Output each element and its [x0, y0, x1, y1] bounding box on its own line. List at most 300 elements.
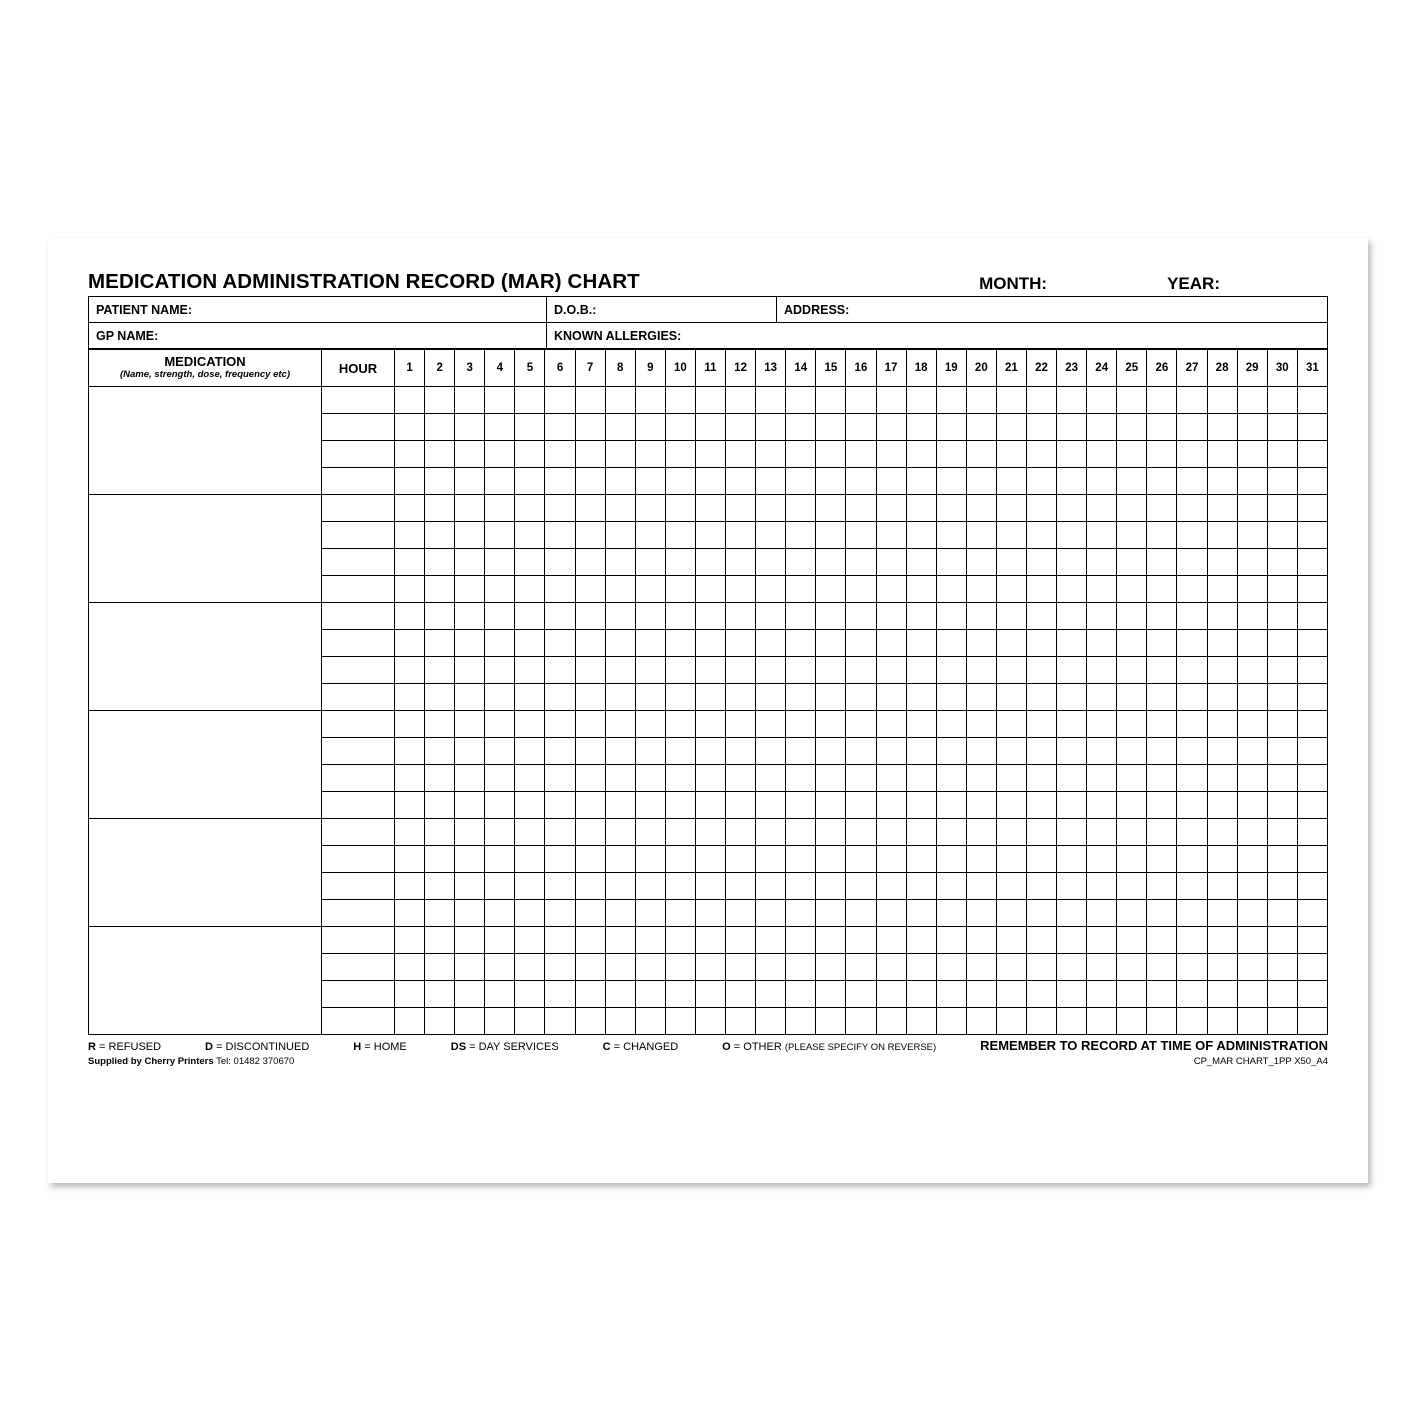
- administration-cell[interactable]: [1207, 387, 1237, 414]
- administration-cell[interactable]: [455, 522, 485, 549]
- administration-cell[interactable]: [515, 711, 545, 738]
- administration-cell[interactable]: [425, 792, 455, 819]
- administration-cell[interactable]: [395, 657, 425, 684]
- administration-cell[interactable]: [1177, 981, 1207, 1008]
- administration-cell[interactable]: [1207, 792, 1237, 819]
- administration-cell[interactable]: [1297, 873, 1327, 900]
- administration-cell[interactable]: [786, 684, 816, 711]
- administration-cell[interactable]: [1267, 765, 1297, 792]
- administration-cell[interactable]: [846, 954, 876, 981]
- administration-cell[interactable]: [876, 387, 906, 414]
- administration-cell[interactable]: [605, 927, 635, 954]
- administration-cell[interactable]: [425, 765, 455, 792]
- administration-cell[interactable]: [545, 819, 575, 846]
- administration-cell[interactable]: [1117, 603, 1147, 630]
- administration-cell[interactable]: [726, 468, 756, 495]
- administration-cell[interactable]: [756, 495, 786, 522]
- hour-cell[interactable]: [322, 630, 395, 657]
- administration-cell[interactable]: [485, 576, 515, 603]
- administration-cell[interactable]: [846, 387, 876, 414]
- hour-cell[interactable]: [322, 765, 395, 792]
- administration-cell[interactable]: [395, 1008, 425, 1035]
- administration-cell[interactable]: [635, 711, 665, 738]
- administration-cell[interactable]: [726, 441, 756, 468]
- administration-cell[interactable]: [425, 819, 455, 846]
- administration-cell[interactable]: [635, 846, 665, 873]
- administration-cell[interactable]: [786, 846, 816, 873]
- administration-cell[interactable]: [425, 495, 455, 522]
- administration-cell[interactable]: [1117, 981, 1147, 1008]
- administration-cell[interactable]: [545, 576, 575, 603]
- administration-cell[interactable]: [876, 819, 906, 846]
- hour-cell[interactable]: [322, 873, 395, 900]
- administration-cell[interactable]: [1207, 495, 1237, 522]
- administration-cell[interactable]: [816, 711, 846, 738]
- administration-cell[interactable]: [1207, 819, 1237, 846]
- administration-cell[interactable]: [575, 549, 605, 576]
- administration-cell[interactable]: [726, 738, 756, 765]
- administration-cell[interactable]: [786, 954, 816, 981]
- administration-cell[interactable]: [1177, 873, 1207, 900]
- administration-cell[interactable]: [1087, 576, 1117, 603]
- administration-cell[interactable]: [425, 900, 455, 927]
- administration-cell[interactable]: [996, 387, 1026, 414]
- administration-cell[interactable]: [1237, 387, 1267, 414]
- administration-cell[interactable]: [1267, 954, 1297, 981]
- administration-cell[interactable]: [756, 765, 786, 792]
- administration-cell[interactable]: [695, 603, 725, 630]
- administration-cell[interactable]: [1267, 819, 1297, 846]
- administration-cell[interactable]: [455, 576, 485, 603]
- administration-cell[interactable]: [726, 630, 756, 657]
- administration-cell[interactable]: [455, 387, 485, 414]
- administration-cell[interactable]: [575, 414, 605, 441]
- administration-cell[interactable]: [515, 495, 545, 522]
- administration-cell[interactable]: [515, 549, 545, 576]
- administration-cell[interactable]: [786, 819, 816, 846]
- administration-cell[interactable]: [966, 738, 996, 765]
- administration-cell[interactable]: [425, 468, 455, 495]
- administration-cell[interactable]: [605, 792, 635, 819]
- administration-cell[interactable]: [665, 684, 695, 711]
- administration-cell[interactable]: [545, 630, 575, 657]
- administration-cell[interactable]: [1026, 846, 1056, 873]
- administration-cell[interactable]: [575, 765, 605, 792]
- administration-cell[interactable]: [1057, 738, 1087, 765]
- administration-cell[interactable]: [695, 657, 725, 684]
- medication-name-cell[interactable]: [89, 819, 322, 927]
- administration-cell[interactable]: [515, 927, 545, 954]
- administration-cell[interactable]: [996, 549, 1026, 576]
- administration-cell[interactable]: [966, 981, 996, 1008]
- administration-cell[interactable]: [1026, 387, 1056, 414]
- administration-cell[interactable]: [1117, 630, 1147, 657]
- medication-name-cell[interactable]: [89, 387, 322, 495]
- administration-cell[interactable]: [726, 603, 756, 630]
- administration-cell[interactable]: [1087, 765, 1117, 792]
- administration-cell[interactable]: [1237, 711, 1267, 738]
- administration-cell[interactable]: [485, 387, 515, 414]
- administration-cell[interactable]: [756, 414, 786, 441]
- administration-cell[interactable]: [996, 846, 1026, 873]
- administration-cell[interactable]: [1297, 819, 1327, 846]
- administration-cell[interactable]: [906, 576, 936, 603]
- administration-cell[interactable]: [786, 738, 816, 765]
- administration-cell[interactable]: [936, 765, 966, 792]
- administration-cell[interactable]: [876, 495, 906, 522]
- administration-cell[interactable]: [1177, 846, 1207, 873]
- administration-cell[interactable]: [876, 603, 906, 630]
- administration-cell[interactable]: [756, 549, 786, 576]
- administration-cell[interactable]: [1026, 441, 1056, 468]
- administration-cell[interactable]: [515, 468, 545, 495]
- administration-cell[interactable]: [545, 927, 575, 954]
- administration-cell[interactable]: [545, 981, 575, 1008]
- administration-cell[interactable]: [395, 846, 425, 873]
- administration-cell[interactable]: [846, 522, 876, 549]
- administration-cell[interactable]: [726, 576, 756, 603]
- administration-cell[interactable]: [575, 711, 605, 738]
- administration-cell[interactable]: [1267, 711, 1297, 738]
- administration-cell[interactable]: [756, 387, 786, 414]
- administration-cell[interactable]: [425, 549, 455, 576]
- administration-cell[interactable]: [1117, 495, 1147, 522]
- administration-cell[interactable]: [1057, 927, 1087, 954]
- administration-cell[interactable]: [846, 630, 876, 657]
- administration-cell[interactable]: [936, 387, 966, 414]
- administration-cell[interactable]: [996, 900, 1026, 927]
- administration-cell[interactable]: [545, 495, 575, 522]
- administration-cell[interactable]: [726, 684, 756, 711]
- administration-cell[interactable]: [726, 414, 756, 441]
- administration-cell[interactable]: [846, 900, 876, 927]
- administration-cell[interactable]: [395, 819, 425, 846]
- administration-cell[interactable]: [1297, 468, 1327, 495]
- administration-cell[interactable]: [425, 414, 455, 441]
- administration-cell[interactable]: [1207, 603, 1237, 630]
- administration-cell[interactable]: [425, 954, 455, 981]
- administration-cell[interactable]: [575, 846, 605, 873]
- administration-cell[interactable]: [1177, 954, 1207, 981]
- administration-cell[interactable]: [1297, 387, 1327, 414]
- administration-cell[interactable]: [936, 819, 966, 846]
- administration-cell[interactable]: [515, 900, 545, 927]
- administration-cell[interactable]: [906, 414, 936, 441]
- administration-cell[interactable]: [605, 684, 635, 711]
- administration-cell[interactable]: [665, 549, 695, 576]
- administration-cell[interactable]: [395, 468, 425, 495]
- administration-cell[interactable]: [575, 576, 605, 603]
- administration-cell[interactable]: [1087, 846, 1117, 873]
- administration-cell[interactable]: [756, 846, 786, 873]
- administration-cell[interactable]: [1147, 387, 1177, 414]
- administration-cell[interactable]: [515, 846, 545, 873]
- administration-cell[interactable]: [906, 738, 936, 765]
- administration-cell[interactable]: [545, 414, 575, 441]
- administration-cell[interactable]: [485, 711, 515, 738]
- administration-cell[interactable]: [1147, 981, 1177, 1008]
- administration-cell[interactable]: [1237, 495, 1267, 522]
- administration-cell[interactable]: [575, 900, 605, 927]
- administration-cell[interactable]: [605, 441, 635, 468]
- administration-cell[interactable]: [936, 711, 966, 738]
- administration-cell[interactable]: [665, 387, 695, 414]
- administration-cell[interactable]: [1177, 441, 1207, 468]
- administration-cell[interactable]: [876, 549, 906, 576]
- administration-cell[interactable]: [425, 927, 455, 954]
- administration-cell[interactable]: [485, 927, 515, 954]
- administration-cell[interactable]: [846, 495, 876, 522]
- administration-cell[interactable]: [665, 927, 695, 954]
- administration-cell[interactable]: [485, 549, 515, 576]
- administration-cell[interactable]: [1267, 927, 1297, 954]
- administration-cell[interactable]: [876, 441, 906, 468]
- administration-cell[interactable]: [605, 981, 635, 1008]
- administration-cell[interactable]: [665, 846, 695, 873]
- administration-cell[interactable]: [816, 603, 846, 630]
- hour-cell[interactable]: [322, 711, 395, 738]
- administration-cell[interactable]: [786, 414, 816, 441]
- administration-cell[interactable]: [1177, 603, 1207, 630]
- administration-cell[interactable]: [906, 765, 936, 792]
- administration-cell[interactable]: [1026, 927, 1056, 954]
- administration-cell[interactable]: [635, 576, 665, 603]
- administration-cell[interactable]: [726, 954, 756, 981]
- administration-cell[interactable]: [515, 738, 545, 765]
- administration-cell[interactable]: [665, 711, 695, 738]
- administration-cell[interactable]: [1297, 927, 1327, 954]
- administration-cell[interactable]: [816, 792, 846, 819]
- administration-cell[interactable]: [485, 981, 515, 1008]
- administration-cell[interactable]: [1057, 387, 1087, 414]
- administration-cell[interactable]: [515, 657, 545, 684]
- administration-cell[interactable]: [966, 954, 996, 981]
- administration-cell[interactable]: [695, 387, 725, 414]
- administration-cell[interactable]: [575, 1008, 605, 1035]
- administration-cell[interactable]: [1177, 522, 1207, 549]
- hour-cell[interactable]: [322, 900, 395, 927]
- administration-cell[interactable]: [425, 441, 455, 468]
- administration-cell[interactable]: [425, 684, 455, 711]
- administration-cell[interactable]: [1207, 684, 1237, 711]
- administration-cell[interactable]: [1207, 441, 1237, 468]
- administration-cell[interactable]: [936, 495, 966, 522]
- administration-cell[interactable]: [726, 765, 756, 792]
- administration-cell[interactable]: [726, 495, 756, 522]
- administration-cell[interactable]: [936, 954, 966, 981]
- administration-cell[interactable]: [1237, 576, 1267, 603]
- administration-cell[interactable]: [485, 603, 515, 630]
- administration-cell[interactable]: [1267, 387, 1297, 414]
- administration-cell[interactable]: [1057, 900, 1087, 927]
- administration-cell[interactable]: [635, 495, 665, 522]
- administration-cell[interactable]: [1237, 873, 1267, 900]
- administration-cell[interactable]: [695, 414, 725, 441]
- administration-cell[interactable]: [395, 522, 425, 549]
- administration-cell[interactable]: [515, 414, 545, 441]
- medication-name-cell[interactable]: [89, 495, 322, 603]
- administration-cell[interactable]: [1057, 414, 1087, 441]
- administration-cell[interactable]: [1057, 846, 1087, 873]
- administration-cell[interactable]: [846, 711, 876, 738]
- administration-cell[interactable]: [1087, 1008, 1117, 1035]
- administration-cell[interactable]: [695, 792, 725, 819]
- administration-cell[interactable]: [816, 630, 846, 657]
- administration-cell[interactable]: [1147, 900, 1177, 927]
- administration-cell[interactable]: [1057, 522, 1087, 549]
- administration-cell[interactable]: [665, 873, 695, 900]
- administration-cell[interactable]: [1087, 495, 1117, 522]
- administration-cell[interactable]: [455, 738, 485, 765]
- administration-cell[interactable]: [996, 927, 1026, 954]
- administration-cell[interactable]: [1147, 1008, 1177, 1035]
- administration-cell[interactable]: [756, 657, 786, 684]
- administration-cell[interactable]: [1207, 927, 1237, 954]
- administration-cell[interactable]: [726, 387, 756, 414]
- administration-cell[interactable]: [1087, 684, 1117, 711]
- administration-cell[interactable]: [515, 630, 545, 657]
- administration-cell[interactable]: [635, 927, 665, 954]
- administration-cell[interactable]: [786, 630, 816, 657]
- administration-cell[interactable]: [1237, 900, 1267, 927]
- administration-cell[interactable]: [1117, 846, 1147, 873]
- medication-name-cell[interactable]: [89, 711, 322, 819]
- administration-cell[interactable]: [906, 684, 936, 711]
- administration-cell[interactable]: [876, 414, 906, 441]
- administration-cell[interactable]: [1057, 1008, 1087, 1035]
- administration-cell[interactable]: [1297, 981, 1327, 1008]
- administration-cell[interactable]: [605, 657, 635, 684]
- administration-cell[interactable]: [1147, 846, 1177, 873]
- administration-cell[interactable]: [966, 900, 996, 927]
- administration-cell[interactable]: [756, 873, 786, 900]
- administration-cell[interactable]: [1297, 522, 1327, 549]
- administration-cell[interactable]: [966, 792, 996, 819]
- administration-cell[interactable]: [1147, 711, 1177, 738]
- administration-cell[interactable]: [1026, 954, 1056, 981]
- administration-cell[interactable]: [575, 468, 605, 495]
- administration-cell[interactable]: [485, 792, 515, 819]
- administration-cell[interactable]: [786, 441, 816, 468]
- administration-cell[interactable]: [605, 954, 635, 981]
- administration-cell[interactable]: [1237, 603, 1267, 630]
- administration-cell[interactable]: [936, 441, 966, 468]
- administration-cell[interactable]: [906, 981, 936, 1008]
- administration-cell[interactable]: [665, 738, 695, 765]
- administration-cell[interactable]: [1147, 549, 1177, 576]
- administration-cell[interactable]: [936, 792, 966, 819]
- administration-cell[interactable]: [1117, 738, 1147, 765]
- administration-cell[interactable]: [966, 549, 996, 576]
- administration-cell[interactable]: [395, 630, 425, 657]
- administration-cell[interactable]: [1237, 819, 1267, 846]
- administration-cell[interactable]: [1177, 549, 1207, 576]
- administration-cell[interactable]: [545, 441, 575, 468]
- administration-cell[interactable]: [1147, 495, 1177, 522]
- administration-cell[interactable]: [846, 738, 876, 765]
- administration-cell[interactable]: [876, 522, 906, 549]
- administration-cell[interactable]: [545, 657, 575, 684]
- administration-cell[interactable]: [996, 765, 1026, 792]
- administration-cell[interactable]: [575, 387, 605, 414]
- hour-cell[interactable]: [322, 927, 395, 954]
- administration-cell[interactable]: [786, 549, 816, 576]
- administration-cell[interactable]: [1087, 981, 1117, 1008]
- administration-cell[interactable]: [756, 441, 786, 468]
- administration-cell[interactable]: [876, 468, 906, 495]
- administration-cell[interactable]: [425, 1008, 455, 1035]
- administration-cell[interactable]: [876, 873, 906, 900]
- administration-cell[interactable]: [906, 711, 936, 738]
- administration-cell[interactable]: [605, 522, 635, 549]
- administration-cell[interactable]: [1057, 765, 1087, 792]
- administration-cell[interactable]: [756, 522, 786, 549]
- administration-cell[interactable]: [966, 846, 996, 873]
- administration-cell[interactable]: [786, 765, 816, 792]
- administration-cell[interactable]: [966, 414, 996, 441]
- administration-cell[interactable]: [876, 711, 906, 738]
- administration-cell[interactable]: [1147, 873, 1177, 900]
- administration-cell[interactable]: [1207, 549, 1237, 576]
- administration-cell[interactable]: [1117, 900, 1147, 927]
- administration-cell[interactable]: [515, 684, 545, 711]
- administration-cell[interactable]: [786, 792, 816, 819]
- administration-cell[interactable]: [1237, 846, 1267, 873]
- administration-cell[interactable]: [816, 927, 846, 954]
- administration-cell[interactable]: [1237, 765, 1267, 792]
- administration-cell[interactable]: [665, 576, 695, 603]
- hour-cell[interactable]: [322, 819, 395, 846]
- administration-cell[interactable]: [1026, 684, 1056, 711]
- administration-cell[interactable]: [665, 603, 695, 630]
- administration-cell[interactable]: [1267, 549, 1297, 576]
- administration-cell[interactable]: [395, 954, 425, 981]
- administration-cell[interactable]: [1087, 387, 1117, 414]
- administration-cell[interactable]: [1026, 576, 1056, 603]
- administration-cell[interactable]: [1117, 684, 1147, 711]
- administration-cell[interactable]: [425, 387, 455, 414]
- administration-cell[interactable]: [936, 927, 966, 954]
- administration-cell[interactable]: [545, 549, 575, 576]
- administration-cell[interactable]: [515, 981, 545, 1008]
- administration-cell[interactable]: [786, 468, 816, 495]
- administration-cell[interactable]: [756, 981, 786, 1008]
- administration-cell[interactable]: [936, 846, 966, 873]
- administration-cell[interactable]: [756, 738, 786, 765]
- administration-cell[interactable]: [1147, 414, 1177, 441]
- administration-cell[interactable]: [605, 468, 635, 495]
- administration-cell[interactable]: [515, 522, 545, 549]
- administration-cell[interactable]: [515, 576, 545, 603]
- administration-cell[interactable]: [966, 819, 996, 846]
- administration-cell[interactable]: [665, 792, 695, 819]
- administration-cell[interactable]: [1087, 792, 1117, 819]
- administration-cell[interactable]: [726, 819, 756, 846]
- administration-cell[interactable]: [1026, 981, 1056, 1008]
- administration-cell[interactable]: [605, 900, 635, 927]
- administration-cell[interactable]: [756, 927, 786, 954]
- administration-cell[interactable]: [876, 1008, 906, 1035]
- administration-cell[interactable]: [515, 387, 545, 414]
- administration-cell[interactable]: [1267, 630, 1297, 657]
- administration-cell[interactable]: [1267, 414, 1297, 441]
- administration-cell[interactable]: [635, 549, 665, 576]
- administration-cell[interactable]: [1087, 954, 1117, 981]
- administration-cell[interactable]: [1297, 954, 1327, 981]
- administration-cell[interactable]: [1117, 873, 1147, 900]
- administration-cell[interactable]: [906, 819, 936, 846]
- administration-cell[interactable]: [1207, 414, 1237, 441]
